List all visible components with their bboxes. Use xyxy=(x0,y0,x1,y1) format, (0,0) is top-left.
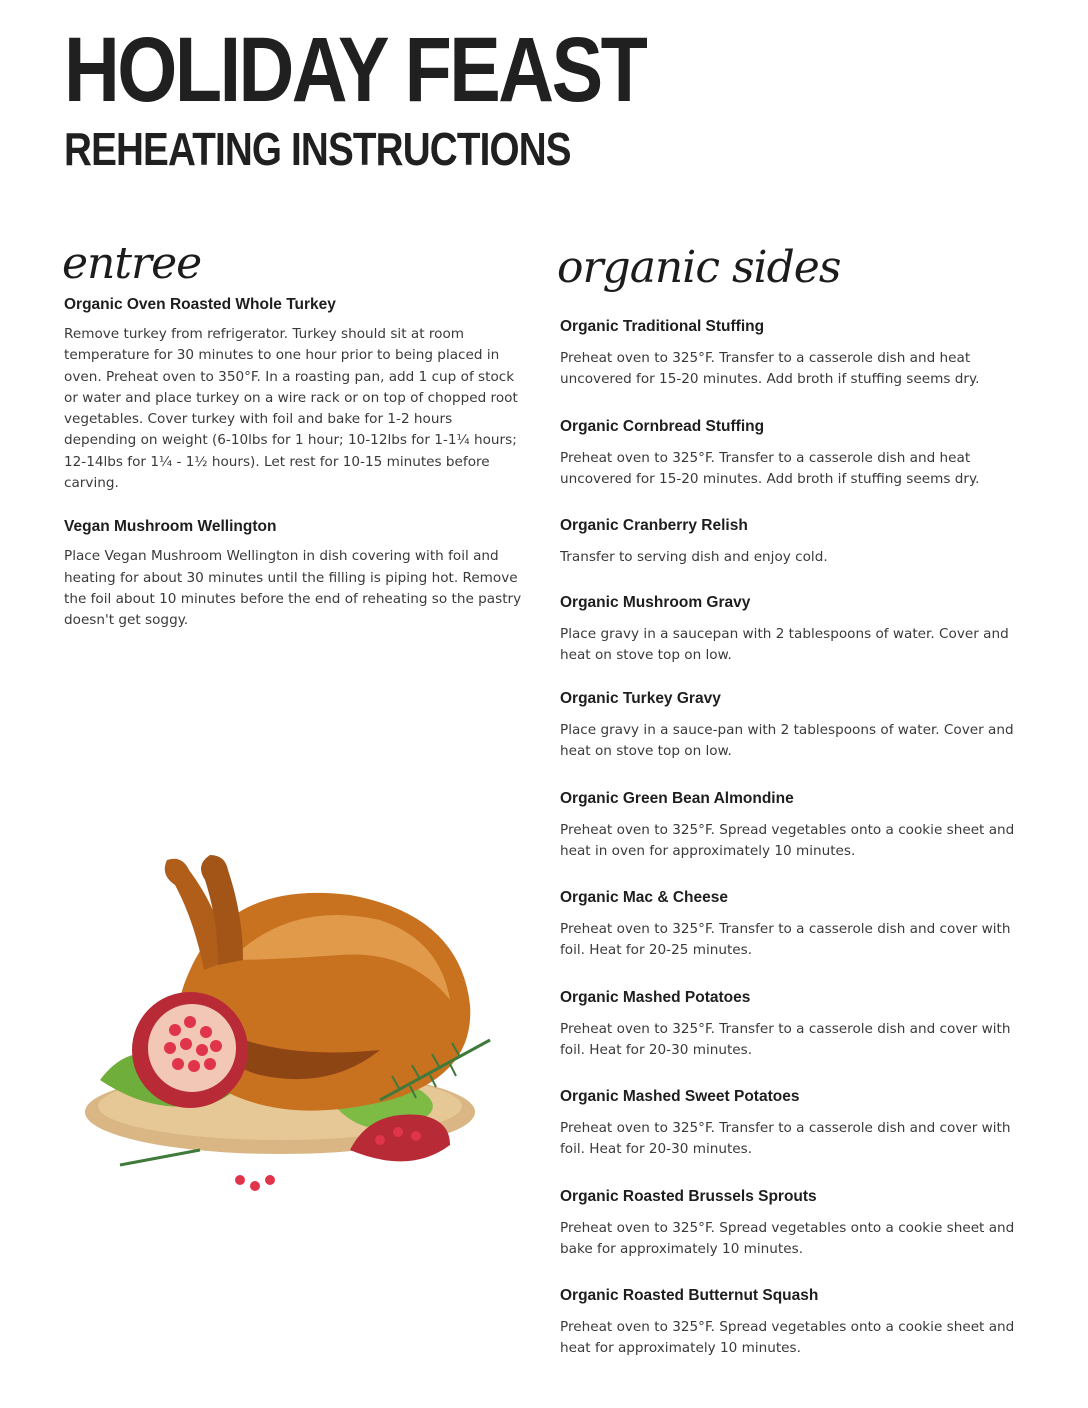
sides-heading: organic sides xyxy=(557,242,841,293)
side-item-title: Organic Cornbread Stuffing xyxy=(560,417,765,435)
entree-section xyxy=(64,294,526,654)
side-item-title: Organic Traditional Stuffing xyxy=(560,318,765,335)
side-item-text: Preheat oven to 325°F. Transfer to a casserole dish and cover with foil. Heat for 20-30 minutes. xyxy=(560,1120,1011,1158)
entree-item xyxy=(64,516,526,631)
side-item-title: Organic Roasted Brussels Sprouts xyxy=(560,1187,817,1205)
side-item xyxy=(560,887,1030,987)
side-item-text: Preheat oven to 325°F. Transfer to a casserole dish and cover with foil. Heat for 20-30 minutes. xyxy=(560,1020,1011,1058)
side-item xyxy=(560,592,1030,688)
side-item xyxy=(560,1186,1030,1286)
side-item-text: Transfer to serving dish and enjoy cold. xyxy=(560,549,828,565)
side-item-title: Organic Cranberry Relish xyxy=(560,517,748,534)
page-title: HOLIDAY FEAST xyxy=(64,19,646,121)
side-item xyxy=(560,788,1030,888)
side-item xyxy=(560,1086,1030,1186)
rosemary-sprig-bottom xyxy=(120,1150,200,1165)
side-item-text: Preheat oven to 325°F. Transfer to a casserole dish and heat uncovered for 15-20 minutes. Add broth if stuffing seems dry. xyxy=(560,449,980,487)
entree-item-text: Place Vegan Mushroom Wellington in dish covering with foil and heating for about 30 minutes until the filling is piping hot. Remove the foil about 10 minutes before the end of reheating so the pastry doesn't get soggy. xyxy=(64,548,522,629)
side-item xyxy=(560,987,1030,1087)
side-item-text: Place gravy in a sauce-pan with 2 tablespoons of water. Cover and heat on stove top on low. xyxy=(560,722,1014,760)
side-item xyxy=(560,416,1030,516)
side-item xyxy=(560,1285,1030,1385)
side-item-title: Organic Mashed Sweet Potatoes xyxy=(560,1088,800,1105)
side-item-text: Preheat oven to 325°F. Transfer to a casserole dish and cover with foil. Heat for 20-25 minutes. xyxy=(560,921,1011,959)
side-item-text: Preheat oven to 325°F. Spread vegetables onto a cookie sheet and heat for approximately 10 minutes. xyxy=(560,1319,1015,1357)
side-item-title: Organic Mac & Cheese xyxy=(560,889,728,906)
side-item-title: Organic Mashed Potatoes xyxy=(560,988,751,1006)
entree-item xyxy=(64,294,526,494)
side-item-title: Organic Turkey Gravy xyxy=(560,690,721,707)
side-item-text: Preheat oven to 325°F. Transfer to a casserole dish and heat uncovered for 15-20 minutes. Add broth if stuffing seems dry. xyxy=(560,350,980,388)
side-item-text: Preheat oven to 325°F. Spread vegetables onto a cookie sheet and bake for approximately 10 minutes. xyxy=(560,1219,1015,1257)
entree-item-title: Organic Oven Roasted Whole Turkey xyxy=(64,296,336,313)
side-item xyxy=(560,316,1030,416)
side-item xyxy=(560,688,1030,788)
side-item-text: Place gravy in a saucepan with 2 tablespoons of water. Cover and heat on stove top on low. xyxy=(560,626,1009,664)
page-subtitle: REHEATING INSTRUCTIONS xyxy=(64,123,571,175)
side-item-title: Organic Green Bean Almondine xyxy=(560,789,794,807)
side-item-text: Preheat oven to 325°F. Spread vegetables onto a cookie sheet and heat in oven for approximately 10 minutes. xyxy=(560,821,1015,859)
side-item-title: Organic Roasted Butternut Squash xyxy=(560,1287,819,1304)
roast-turkey-icon xyxy=(80,850,500,1200)
entree-item-title: Vegan Mushroom Wellington xyxy=(64,518,277,536)
side-item xyxy=(560,515,1030,592)
sides-section xyxy=(560,316,1030,1385)
entree-item-text: Remove turkey from refrigerator. Turkey should sit at room temperature for 30 minutes to one hour prior to being placed in oven. Preheat oven to 350°F. In a roasting pan, add 1 cup of stock or water and place turkey on a wire rack or on top of chopped root vegetables. Cover turkey with foil and bake for 1-2 hours depending on weight (6-10lbs for 1 hour; 10-12lbs for 1-1¼ hours; 12-14lbs for 1¼ - 1½ hours). Let rest for 10-15 minutes before carving. xyxy=(64,326,518,492)
entree-heading: entree xyxy=(62,238,202,289)
side-item-title: Organic Mushroom Gravy xyxy=(560,594,751,611)
